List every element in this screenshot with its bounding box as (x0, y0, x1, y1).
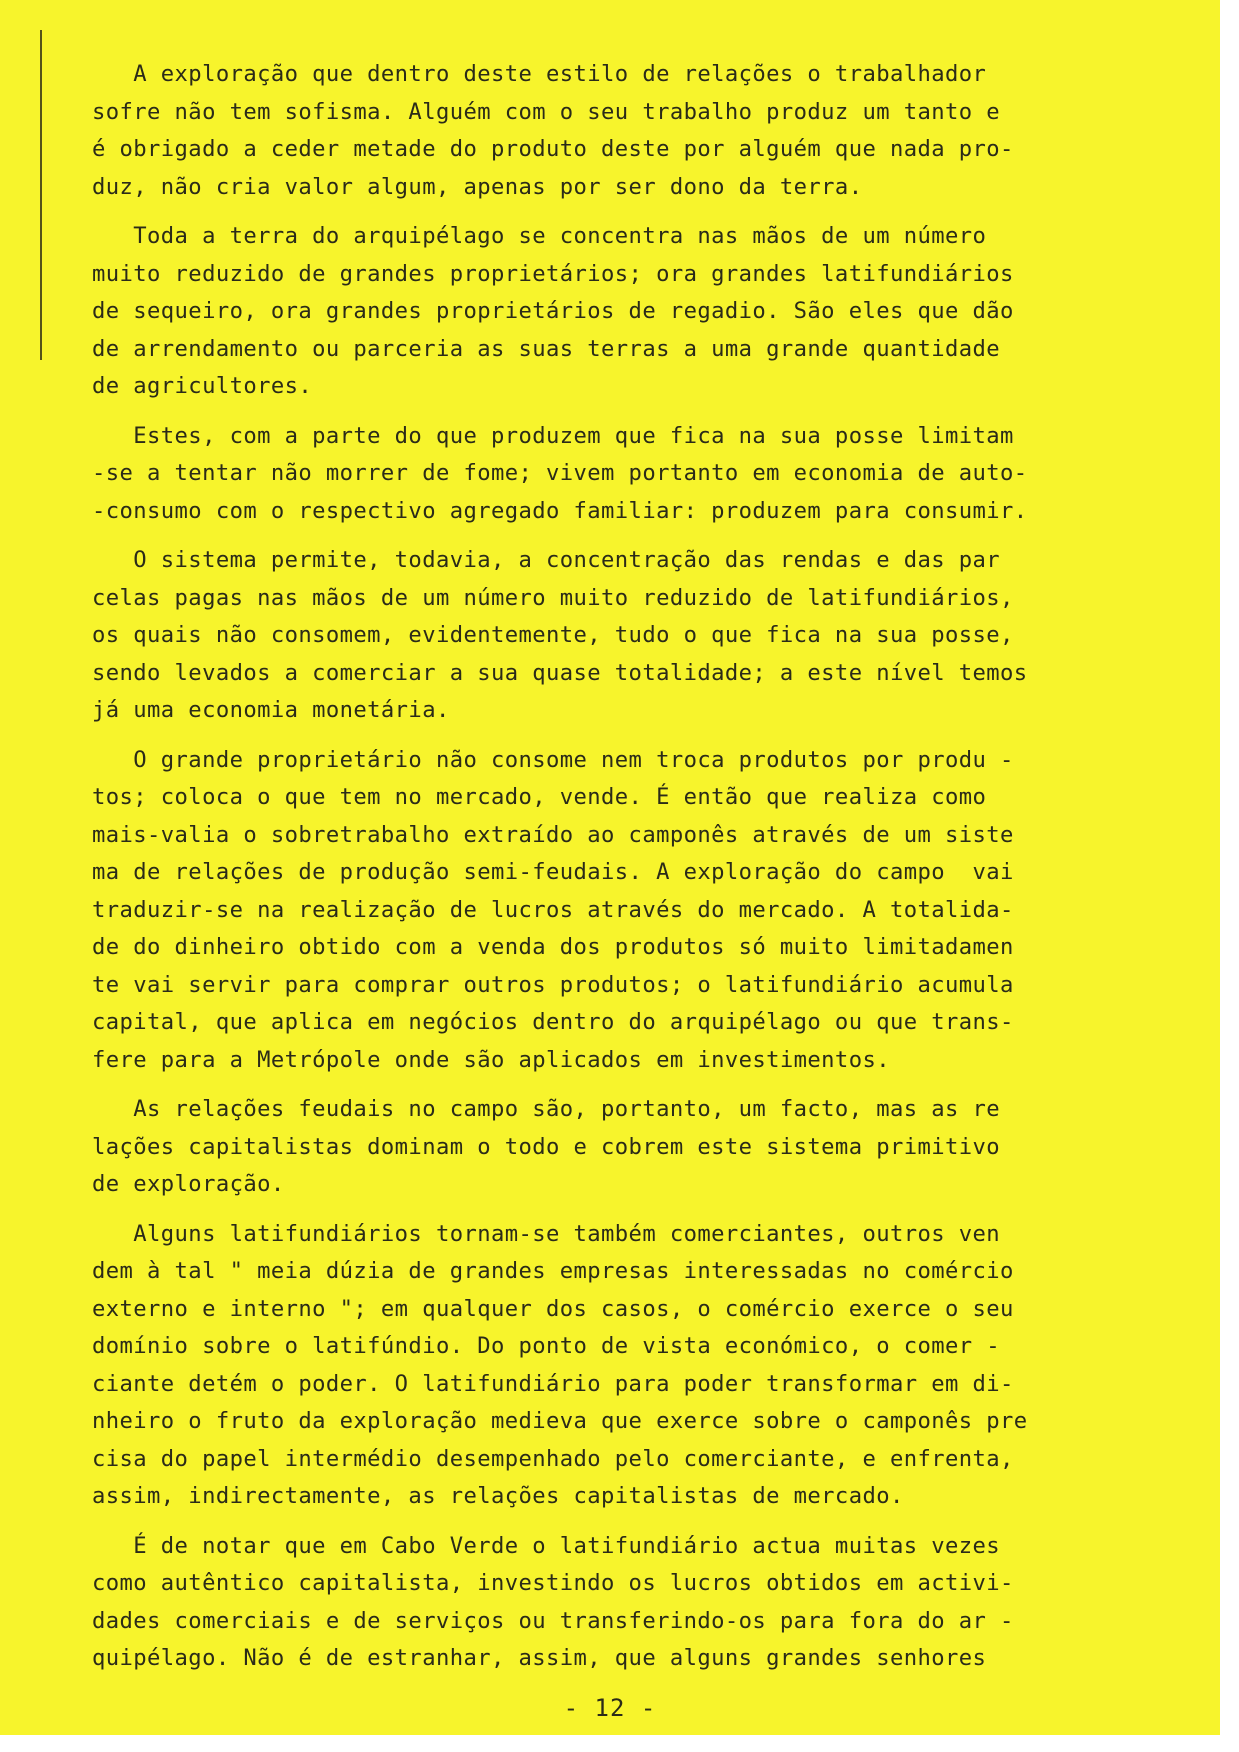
text-line: traduzir-se na realização de lucros através do mercado. A totalida- (92, 896, 1014, 923)
margin-mark (40, 30, 42, 360)
paragraph (92, 56, 1142, 206)
text-line: tos; coloca o que tem no mercado, vende. É então que realiza como (92, 784, 987, 810)
text-line: sendo levados a comerciar a sua quase totalidade; a este nível temos (92, 659, 1028, 686)
text-line: ma de relações de produção semi-feudais. A exploração do campo vai (92, 859, 1014, 885)
text-line: externo e interno "; em qualquer dos casos, o comércio exerce o seu (92, 1295, 1014, 1322)
text-line: mais-valia o sobretrabalho extraído ao camponês através de um siste (92, 821, 1014, 848)
text-line: O grande proprietário não consome nem troca produtos por produ - (92, 746, 1014, 773)
paragraph (92, 742, 1142, 1080)
paragraph (92, 1216, 1142, 1516)
text-line: assim, indirectamente, as relações capitalistas de mercado. (92, 1483, 904, 1509)
text-line: Alguns latifundiários tornam-se também comerciantes, outros ven (92, 1220, 1001, 1247)
text-line: duz, não cria valor algum, apenas por ser dono da terra. (92, 173, 863, 200)
page-number: - 12 - (563, 1694, 657, 1722)
text-line: capital, que aplica em negócios dentro do arquipélago ou que trans- (92, 1009, 1014, 1035)
text-line: É de notar que em Cabo Verde o latifundiário actua muitas vezes (92, 1532, 1001, 1559)
text-line: quipélago. Não é de estranhar, assim, que alguns grandes senhores (92, 1645, 987, 1671)
text-line: As relações feudais no campo são, portanto, um facto, mas as re (92, 1096, 1001, 1122)
text-line: celas pagas nas mãos de um número muito reduzido de latifundiários, (92, 584, 1014, 611)
text-line: ciante detém o poder. O latifundiário para poder transformar em di- (92, 1370, 1014, 1397)
text-line: de do dinheiro obtido com a venda dos produtos só muito limitadamen (92, 934, 1014, 960)
text-line: dades comerciais e de serviços ou transferindo-os para fora do ar - (92, 1607, 1014, 1634)
text-line: fere para a Metrópole onde são aplicados em investimentos. (92, 1046, 890, 1073)
text-line: sofre não tem sofisma. Alguém com o seu trabalho produz um tanto e (92, 98, 1001, 125)
text-line: nheiro o fruto da exploração medieva que exerce sobre o camponês pre (92, 1408, 1028, 1434)
text-line: de agricultores. (92, 373, 313, 399)
text-line: de sequeiro, ora grandes proprietários de regadio. São eles que dão (92, 298, 1014, 324)
paragraph (92, 1528, 1142, 1678)
text-line: A exploração que dentro deste estilo de relações o trabalhador (92, 61, 987, 87)
text-line: domínio sobre o latifúndio. Do ponto de vista económico, o comer - (92, 1333, 1001, 1359)
body-text (92, 56, 1142, 1690)
paragraph (92, 218, 1142, 406)
text-line: O sistema permite, todavia, a concentração das rendas e das par (92, 547, 1001, 573)
paragraph (92, 418, 1142, 531)
text-line: Toda a terra do arquipélago se concentra nas mãos de um número (92, 223, 987, 249)
text-line: -se a tentar não morrer de fome; vivem portanto em economia de auto- (92, 460, 1028, 486)
text-line: é obrigado a ceder metade do produto deste por alguém que nada pro- (92, 136, 1014, 162)
text-line: lações capitalistas dominam o todo e cobrem este sistema primitivo (92, 1133, 1001, 1160)
text-line: os quais não consomem, evidentemente, tudo o que fica na sua posse, (92, 622, 1014, 648)
text-line: -consumo com o respectivo agregado familiar: produzem para consumir. (92, 497, 1028, 524)
paragraph (92, 542, 1142, 730)
text-line: de exploração. (92, 1171, 285, 1197)
paragraph (92, 1091, 1142, 1204)
text-line: como autêntico capitalista, investindo os lucros obtidos em activi- (92, 1570, 1014, 1596)
text-line: cisa do papel intermédio desempenhado pelo comerciante, e enfrenta, (92, 1445, 1014, 1472)
text-line: de arrendamento ou parceria as suas terras a uma grande quantidade (92, 335, 1001, 362)
text-line: já uma economia monetária. (92, 697, 450, 723)
text-line: te vai servir para comprar outros produtos; o latifundiário acumula (92, 971, 1014, 998)
text-line: Estes, com a parte do que produzem que fica na sua posse limitam (92, 422, 1014, 449)
text-line: muito reduzido de grandes proprietários; ora grandes latifundiários (92, 260, 1014, 287)
text-line: dem à tal " meia dúzia de grandes empresas interessadas no comércio (92, 1258, 1014, 1284)
